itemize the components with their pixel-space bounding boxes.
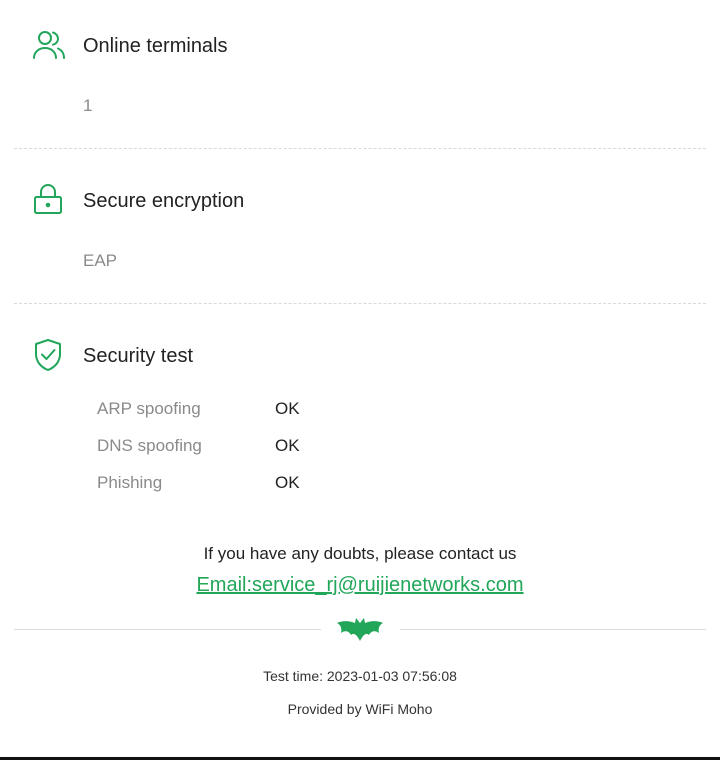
footer-divider-right [400,629,706,630]
encryption-value: EAP [83,251,118,270]
shield-check-icon [33,338,65,370]
security-test-row [97,472,497,494]
footer-divider-left [14,629,321,630]
users-icon [32,29,64,61]
security-test-row [97,398,497,420]
test-status: OK [275,436,300,455]
test-label: Phishing [97,473,163,492]
security-test-row [97,435,497,457]
contact-email-link[interactable]: Email:service_rj@ruijienetworks.com [196,574,524,596]
section-title-online-terminals: Online terminals [83,35,228,57]
test-status: OK [275,399,300,418]
lock-icon [33,184,65,216]
test-time: Test time: 2023-01-03 07:56:08 [263,668,457,684]
online-terminals-value: 1 [83,96,93,115]
section-divider [14,303,706,304]
test-label: ARP spoofing [97,399,201,418]
section-title-secure-encryption: Secure encryption [83,190,245,212]
section-title-security-test: Security test [83,345,194,367]
test-status: OK [275,473,300,492]
test-label: DNS spoofing [97,436,202,455]
section-divider [14,148,706,149]
contact-email-container [0,573,720,597]
contact-text: If you have any doubts, please contact us [203,544,517,563]
bat-logo-icon [336,614,384,644]
provided-by: Provided by WiFi Moho [287,701,433,717]
